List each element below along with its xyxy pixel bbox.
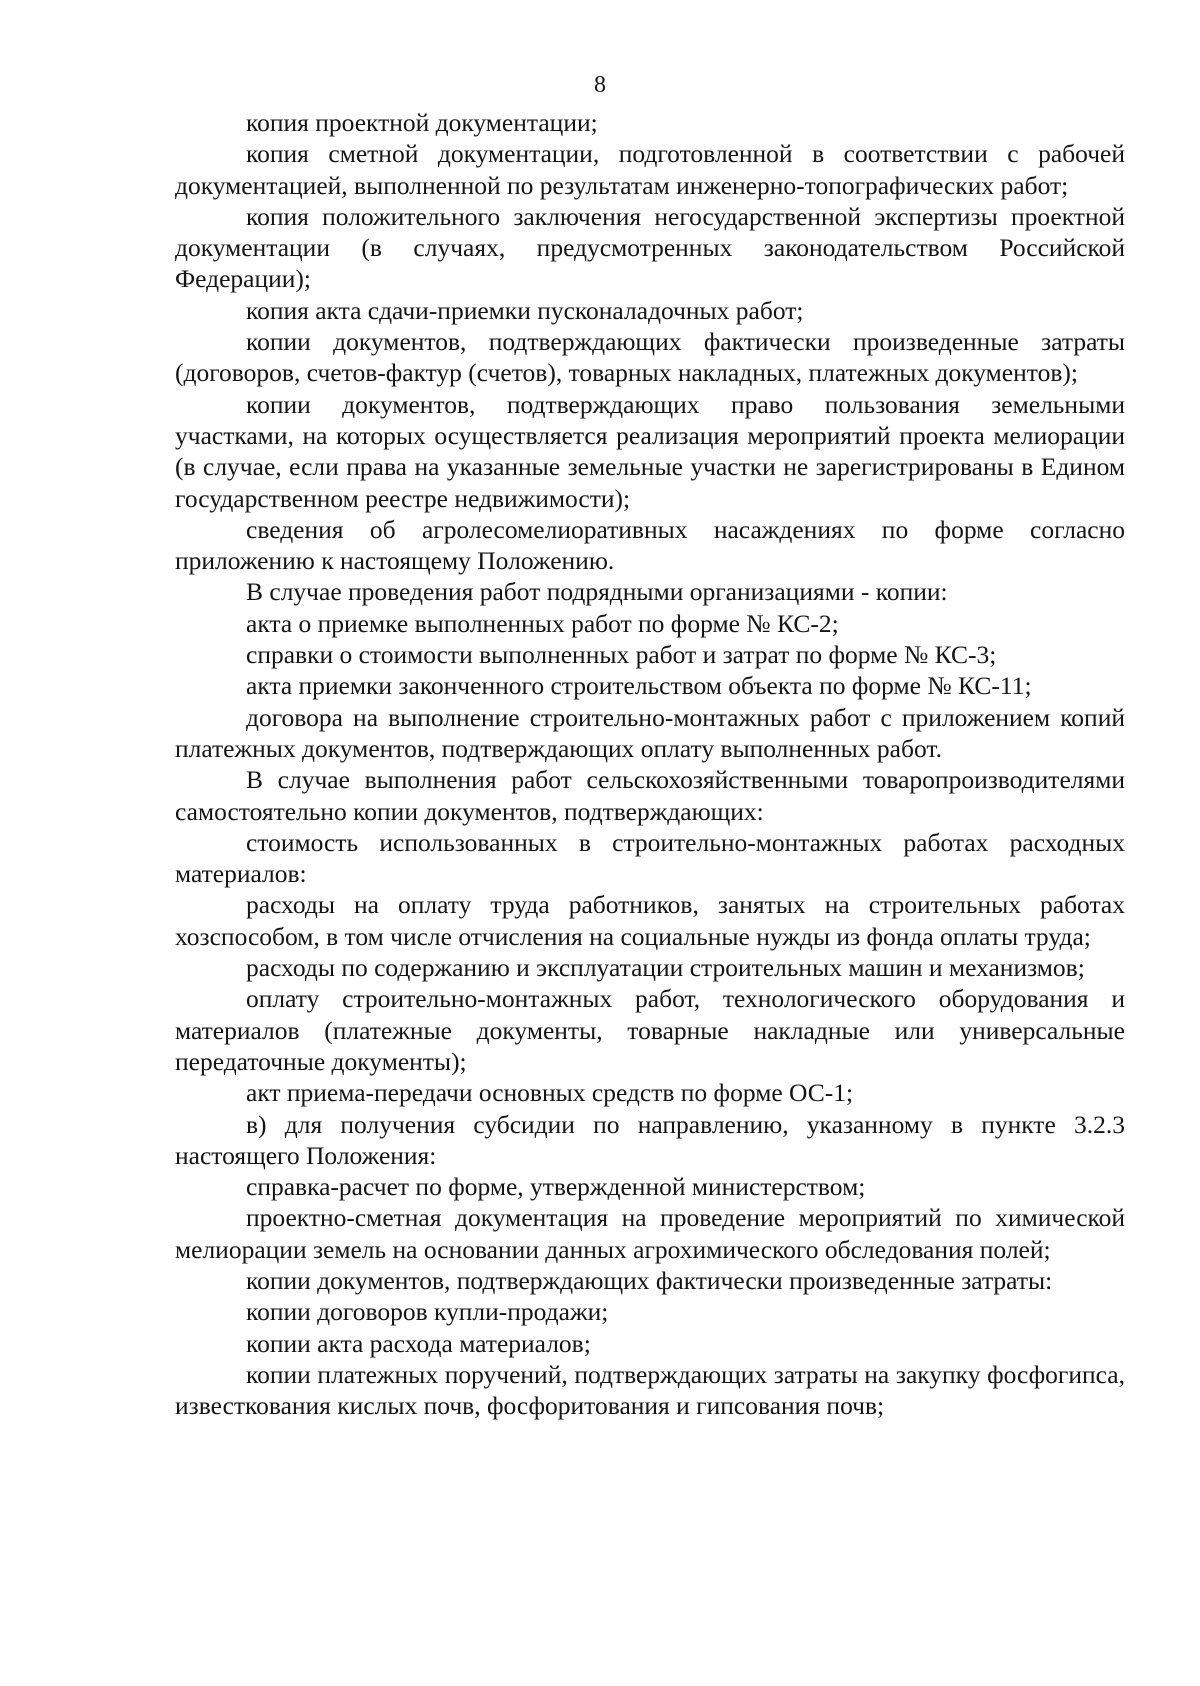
paragraph: договора на выполнение строительно-монтажных работ с приложением копий платежных документов, подтверждающих оплату выполненных работ. [175,702,1125,763]
paragraph: копии договоров купли-продажи; [246,1297,609,1327]
paragraph: справки о стоимости выполненных работ и затрат по форме № КС-3; [246,640,997,670]
paragraph: стоимость использованных в строительно-монтажных работах расходных материалов: [175,827,1125,889]
paragraph: копии платежных поручений, подтверждающих затраты на закупку фосфогипса, известкования кислых почв, фосфоритования и гипсования почв; [175,1359,1125,1421]
paragraph: копия положительного заключения негосударственной экспертизы проектной документации (в случаях, предусмотренных законодательством Российской Федерации); [175,201,1125,294]
paragraph: копия проектной документации; [246,108,598,137]
paragraph: расходы на оплату труда работников, занятых на строительных работах хозспособом, в том числе отчисления на социальные нужды из фонда оплаты труда; [175,890,1125,951]
paragraph: копии документов, подтверждающих право пользования земельными участками, на которых осуществляется реализация мероприятий проекта мелиорации (в случае, если права на указанные земельные участки не зарегистрированы в Едином государственном реестре недвижимости); [175,389,1125,513]
paragraph: акт приема-передачи основных средств по форме ОС-1; [246,1078,854,1108]
paragraph: В случае проведения работ подрядными организациями - копии: [246,577,948,607]
paragraph: сведения об агролесомелиоративных насаждениях по форме согласно приложению к настоящему Положению. [175,514,1125,576]
paragraph: копии документов, подтверждающих фактически произведенные затраты: [246,1265,1053,1295]
paragraph: акта о приемке выполненных работ по форме № КС-2; [246,608,839,638]
paragraph: справка-расчет по форме, утвержденной министерством; [246,1172,866,1202]
paragraph: копии документов, подтверждающих фактически произведенные затраты (договоров, счетов-фактур (счетов), товарных накладных, платежных документов); [175,327,1125,388]
paragraph: копия акта сдачи-приемки пусконаладочных работ; [246,295,804,325]
paragraph: В случае выполнения работ сельскохозяйственными товаропроизводителями самостоятельно копии документов, подтверждающих: [175,765,1125,826]
paragraph: в) для получения субсидии по направлению, указанному в пункте 3.2.3 настоящего Положения: [175,1109,1125,1170]
paragraph: акта приемки законченного строительством объекта по форме № КС-11; [246,671,1032,701]
paragraph: проектно-сметная документация на проведение мероприятий по химической мелиорации земель на основании данных агрохимического обследования полей; [175,1203,1125,1264]
document-body [175,107,1125,1421]
paragraph: расходы по содержанию и эксплуатации строительных машин и механизмов; [246,953,1085,983]
paragraph: оплату строительно-монтажных работ, технологического оборудования и материалов (платежные документы, товарные накладные или универсальные передаточные документы); [175,984,1125,1076]
page-number: 8 [594,72,606,98]
paragraph: копии акта расхода материалов; [246,1328,591,1358]
paragraph: копия сметной документации, подготовленной в соответствии с рабочей документацией, выполненной по результатам инженерно-топографических работ; [175,139,1125,200]
